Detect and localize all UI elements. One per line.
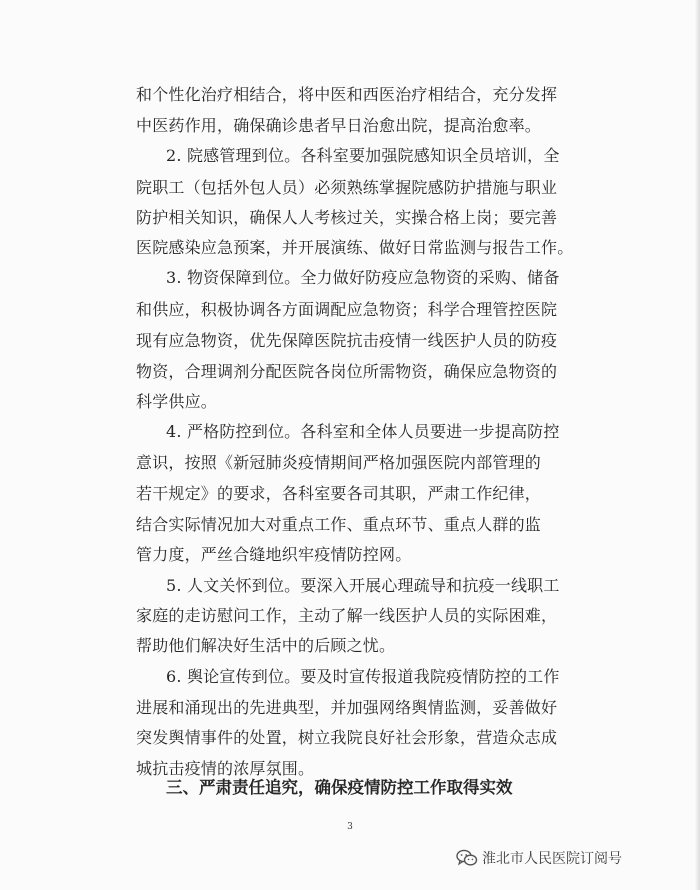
paragraph-4-line-4: 结合实际情况加大对重点工作、重点环节、重点人群的监 (136, 515, 542, 534)
paragraph-3-line-3: 现有应急物资，优先保障医院抗击疫情一线医护人员的防疫 (136, 331, 558, 350)
watermark-text: 淮北市人民医院订阅号 (482, 851, 622, 867)
paragraph-4-line-1: 4. 严格防控到位。各科室和全体人员要进一步提高防控 (166, 422, 560, 441)
page-edge-shadow (694, 0, 700, 890)
paragraph-5-line-2: 家庭的走访慰问工作，主动了解一线医护人员的实际困难， (136, 606, 558, 625)
paragraph-3-line-2: 和供应，积极协调各方面调配应急物资；科学合理管控医院 (136, 300, 558, 319)
paragraph-4-line-2: 意识，按照《新冠肺炎疫情期间严格加强医院内部管理的 (136, 453, 542, 472)
paragraph-4-line-5: 管力度，严丝合缝地织牢疫情防控网。 (136, 545, 412, 564)
wechat-watermark (456, 846, 622, 870)
paragraph-5-line-3: 帮助他们解决好生活中的后顾之忧。 (136, 636, 396, 655)
paragraph-3-line-1: 3. 物资保障到位。全力做好防疫应急物资的采购、储备 (166, 268, 560, 287)
paragraph-2-line-3: 防护相关知识，确保人人考核过关，实操合格上岗；要完善 (136, 208, 558, 227)
paragraph-6-line-1: 6. 舆论宣传到位。要及时宣传报道我院疫情防控的工作 (166, 667, 560, 686)
paragraph-3-line-5: 科学供应。 (136, 392, 218, 411)
wechat-icon (456, 849, 478, 867)
paragraph-2-line-1: 2. 院感管理到位。各科室要加强院感知识全员培训，全 (166, 146, 560, 165)
paragraph-6-line-2: 进展和涌现出的先进典型，并加强网络舆情监测，妥善做好 (136, 698, 558, 717)
page-number: 3 (347, 822, 353, 832)
paragraph-6-line-3: 突发舆情事件的处置，树立我院良好社会形象，营造众志成 (136, 728, 558, 747)
paragraph-4-line-3: 若干规定》的要求，各科室要各司其职，严肃工作纪律， (136, 484, 542, 503)
paragraph-3-line-4: 物资，合理调剂分配医院各岗位所需物资，确保应急物资的 (136, 362, 558, 381)
paragraph-2-line-2: 院职工（包括外包人员）必须熟练掌握院感防护措施与职业 (136, 178, 558, 197)
section-heading: 三、严肃责任追究，确保疫情防控工作取得实效 (166, 778, 513, 797)
body-line-2: 中医药作用，确保确诊患者早日治愈出院，提高治愈率。 (136, 116, 542, 135)
paragraph-2-line-4: 医院感染应急预案，并开展演练、做好日常监测与报告工作。 (136, 238, 574, 257)
paragraph-5-line-1: 5. 人文关怀到位。要深入开展心理疏导和抗疫一线职工 (166, 576, 560, 595)
paragraph-6-line-4: 城抗击疫情的浓厚氛围。 (136, 759, 315, 778)
body-line-1: 和个性化治疗相结合，将中医和西医治疗相结合，充分发挥 (136, 85, 558, 104)
